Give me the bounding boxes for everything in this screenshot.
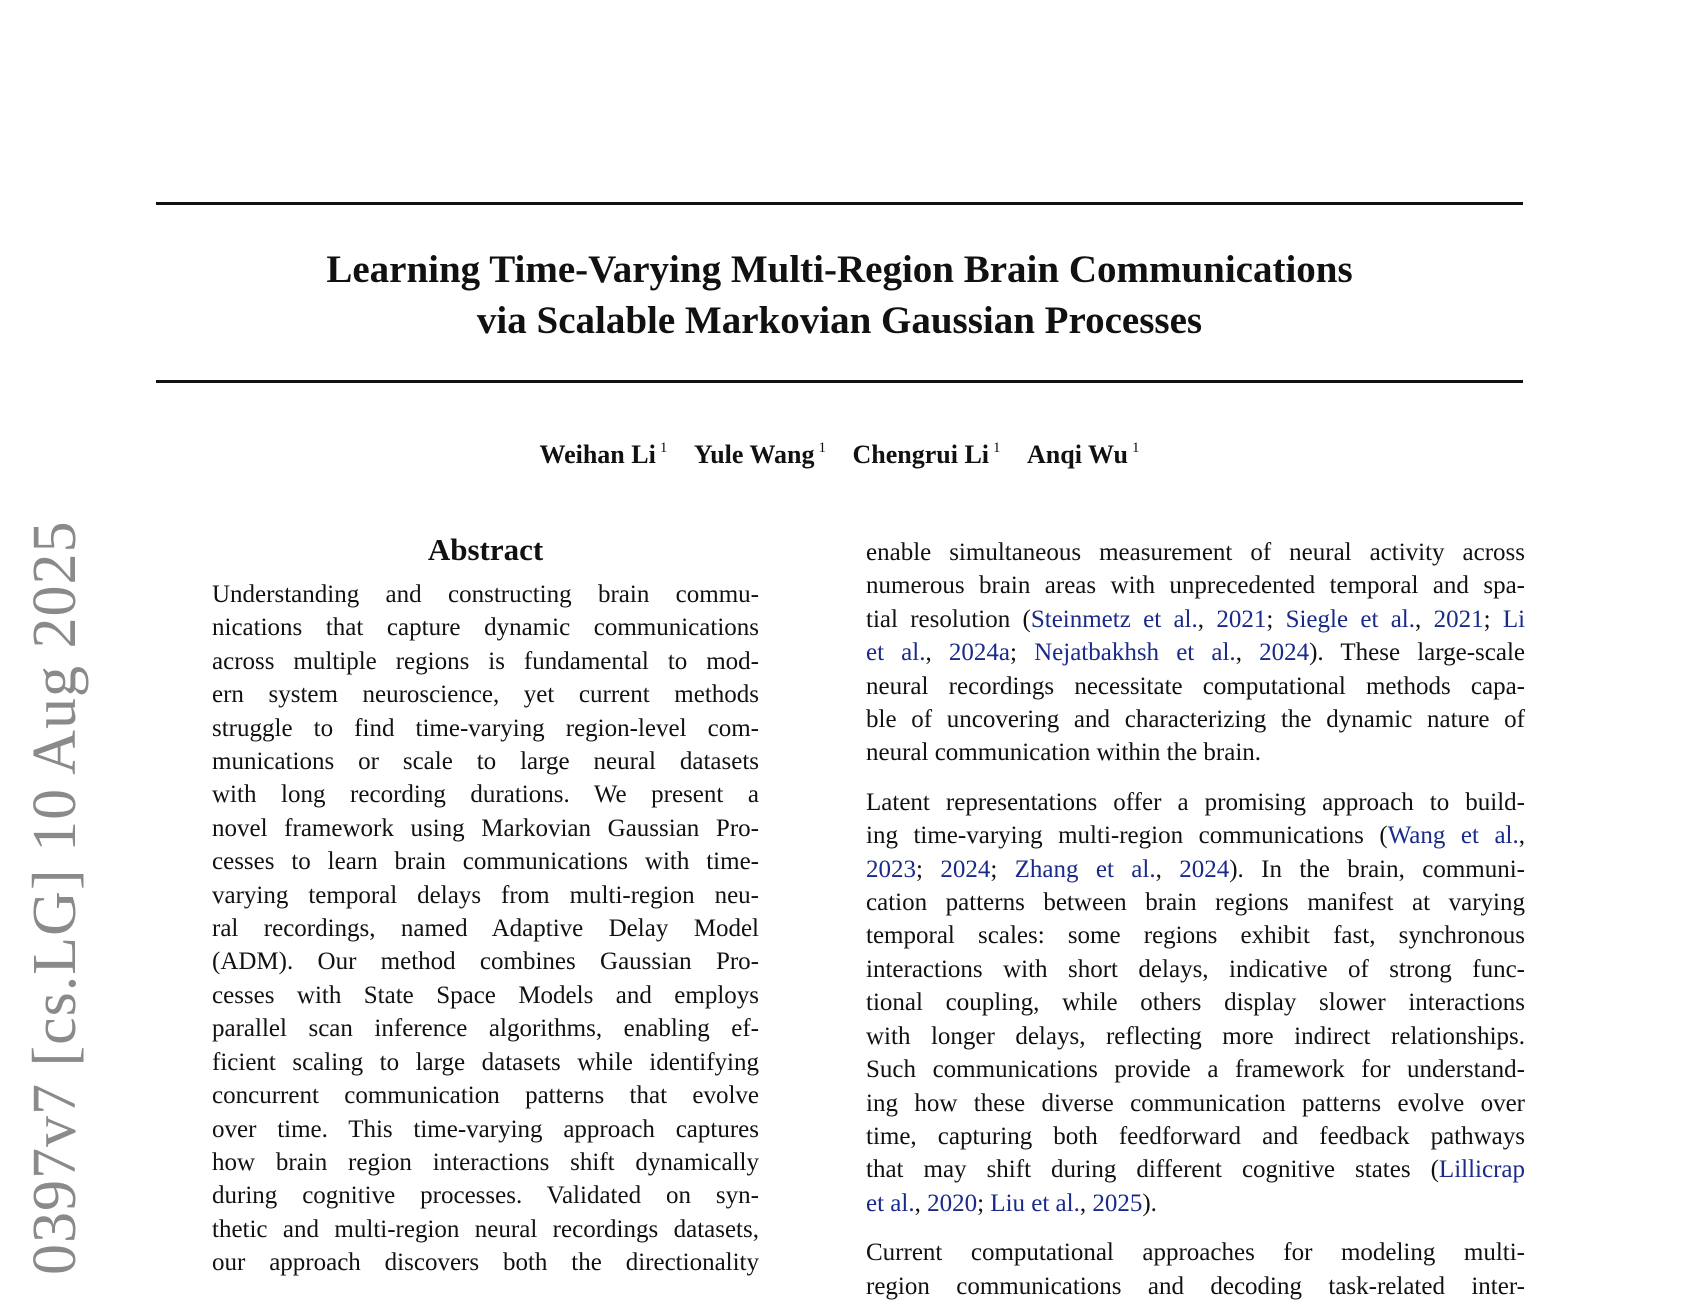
citation-link[interactable]: et al. [866,1189,915,1217]
abstract-line: our approach discovers both the directionality [212,1249,759,1277]
text-line: ing time-varying multi-region communications (Wang et al., [866,822,1525,850]
text-line: et al., 2020; Liu et al., 2025). [866,1189,1157,1217]
abstract-line: thetic and multi-region neural recordings datasets, [212,1215,759,1243]
citation-link[interactable]: 2024a [948,639,1010,667]
text-line: with longer delays, reflecting more indirect relationships. [866,1022,1525,1050]
citation-link[interactable]: Steinmetz et al. [1030,605,1198,633]
abstract-line: ficient scaling to large datasets while identifying [212,1048,759,1076]
citation-link[interactable]: et al. [866,639,926,667]
author: Yule Wang $^1$ [693,440,826,469]
text-line: Latent representations offer a promising approach to build- [866,788,1525,816]
citation-link[interactable]: 2024 [1179,855,1230,883]
abstract-line: struggle to find time-varying region-level com- [212,714,759,742]
abstract-line: parallel scan inference algorithms, enabling ef- [212,1015,759,1043]
citation-link[interactable]: 2023 [866,855,916,883]
citation-link[interactable]: 2024 [940,855,991,883]
citation-link[interactable]: Wang et al. [1387,822,1519,850]
citation-link[interactable]: Siegle et al. [1285,605,1415,633]
citation-link[interactable]: 2021 [1216,605,1267,633]
abstract-line: how brain region interactions shift dynamically [212,1148,759,1176]
text-line: Current computational approaches for modeling multi- [866,1239,1525,1267]
abstract-line: cesses with State Space Models and employs [212,981,759,1009]
abstract-line: Understanding and constructing brain commu- [212,581,759,608]
affiliation-mark: 1 [659,440,668,456]
abstract-line: across multiple regions is fundamental to mod- [212,647,759,675]
abstract-line: munications or scale to large neural datasets [212,748,759,776]
paragraph-3 [866,1236,1525,1303]
affiliation-mark: 1 [1131,440,1140,456]
text-line: that may shift during different cognitive states (Lillicrap [866,1156,1525,1184]
citation-link[interactable]: 2020 [927,1189,978,1217]
title-rule-bottom [156,380,1523,383]
title-line-2: via Scalable Markovian Gaussian Processes [476,299,1203,342]
abstract-line: nications that capture dynamic communications [212,614,759,642]
text-line: time, capturing both feedforward and feedback pathways [866,1122,1525,1150]
citation-link[interactable]: 2025 [1092,1189,1143,1217]
text-line: ble of uncovering and characterizing the dynamic nature of [866,706,1525,734]
citation-link[interactable]: Liu et al. [990,1189,1080,1217]
paper-title [156,244,1523,346]
arxiv-stamp: 0397v7 [cs.LG] 10 Aug 2025 [21,520,89,1275]
text-line: tional coupling, while others display slower interactions [866,989,1525,1017]
text-line: region communications and decoding task-related inter- [866,1272,1525,1300]
citation-link[interactable]: Li [1502,605,1526,633]
title-line-1: Learning Time-Varying Multi-Region Brain Communications [326,248,1353,291]
affiliation-mark: 1 [993,440,1001,456]
text-line: enable simultaneous measurement of neural activity across [866,539,1525,566]
abstract-line: ral recordings, named Adaptive Delay Model [212,915,759,943]
abstract-line: with long recording durations. We present a [212,781,759,809]
citation-link[interactable]: 2024 [1259,639,1310,667]
paragraph-2 [866,786,1525,1220]
text-line: et al., 2024a; Nejatbakhsh et al., 2024). These large-scale [866,639,1525,667]
text-line: interactions with short delays, indicative of strong func- [866,955,1525,983]
abstract-heading: Abstract [427,532,544,567]
abstract-line: varying temporal delays from multi-region neu- [212,881,759,909]
abstract-section [212,530,759,1280]
abstract-line: novel framework using Markovian Gaussian Pro- [212,814,759,842]
abstract-line: cesses to learn brain communications with time- [212,848,759,876]
text-line: ing how these diverse communication patterns evolve over [866,1089,1525,1117]
text-line: neural communication within the brain. [866,739,1262,767]
text-line: 2023; 2024; Zhang et al., 2024). In the brain, communi- [866,855,1526,883]
text-line: neural recordings necessitate computational methods capa- [866,672,1525,700]
title-rule-top [156,202,1523,205]
affiliation-mark: 1 [818,440,826,456]
author: Anqi Wu $^1$ [1027,440,1140,469]
citation-link[interactable]: Nejatbakhsh et al. [1034,639,1236,667]
abstract-line: during cognitive processes. Validated on syn- [212,1182,759,1210]
text-line: cation patterns between brain regions manifest at varying [866,889,1525,917]
abstract-line: ern system neuroscience, yet current methods [212,681,759,709]
text-line: tial resolution (Steinmetz et al., 2021; Siegle et al., 2021; Li [866,605,1526,633]
abstract-body [212,578,759,1280]
author: Chengrui Li $^1$ [852,440,1001,469]
citation-link[interactable]: 2021 [1433,605,1484,633]
abstract-line: over time. This time-varying approach captures [212,1115,759,1143]
text-line: numerous brain areas with unprecedented temporal and spa- [866,572,1525,600]
citation-link[interactable]: Lillicrap [1438,1156,1525,1184]
abstract-line: concurrent communication patterns that evolve [212,1082,759,1110]
author-list [156,440,1523,470]
author: Weihan Li $^1$ [539,440,668,469]
introduction-column [866,536,1525,1303]
abstract-line: (ADM). Our method combines Gaussian Pro- [212,948,759,976]
text-line: Such communications provide a framework for understand- [866,1056,1525,1084]
citation-link[interactable]: Zhang et al. [1014,855,1156,883]
paragraph-1 [866,536,1525,770]
text-line: temporal scales: some regions exhibit fast, synchronous [866,922,1525,950]
